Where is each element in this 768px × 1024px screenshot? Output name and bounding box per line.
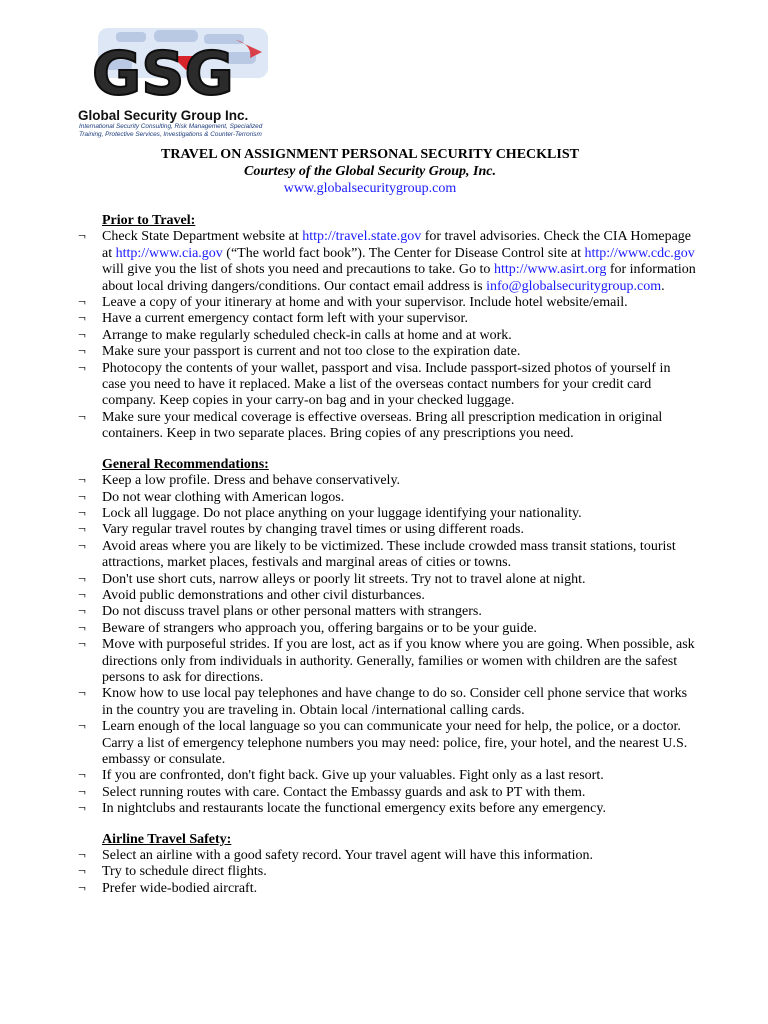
- text-segment: for travel advisories. Check the CIA Homepage at: [102, 229, 692, 261]
- list-item: [76, 473, 696, 489]
- checklist: [76, 848, 696, 897]
- list-item-text: Vary regular travel routes by changing travel times or using different roads.: [102, 522, 524, 538]
- text-segment: .: [661, 278, 665, 294]
- company-name: Global Security Group Inc.: [78, 108, 249, 123]
- list-item: [76, 572, 696, 588]
- bullet-icon: ¬: [78, 538, 86, 554]
- list-item: [76, 785, 696, 801]
- list-item: [76, 881, 696, 897]
- company-tagline: International Security Consulting, Risk Management, Specialized Training, Protective Services, Investigations & Counter-Terrorism: [79, 123, 263, 138]
- list-item: [76, 361, 696, 410]
- bullet-icon: ¬: [78, 327, 86, 343]
- link-cdc[interactable]: http://www.cdc.gov: [584, 245, 695, 261]
- bullet-icon: ¬: [78, 604, 86, 620]
- list-item-text: Do not discuss travel plans or other personal matters with strangers.: [102, 604, 482, 620]
- link-travel-state[interactable]: http://travel.state.gov: [302, 229, 422, 245]
- list-item: [76, 768, 696, 784]
- list-item: [76, 539, 696, 572]
- list-item-text: Do not wear clothing with American logos.: [102, 489, 345, 505]
- list-item: [76, 604, 696, 620]
- list-item-text: Make sure your passport is current and not too close to the expiration date.: [102, 344, 521, 360]
- website-link[interactable]: www.globalsecuritygroup.com: [283, 181, 457, 196]
- bullet-icon: ¬: [78, 344, 86, 360]
- gsg-logo-mark: [76, 26, 276, 108]
- bullet-icon: ¬: [78, 522, 86, 538]
- list-item: [76, 637, 696, 686]
- list-item-text: Select running routes with care. Contact the Embassy guards and ask to PT with them.: [102, 784, 586, 800]
- link-asirt[interactable]: http://www.asirt.org: [493, 262, 607, 278]
- bullet-icon: ¬: [78, 686, 86, 702]
- list-item-text: Try to schedule direct flights.: [102, 864, 267, 880]
- text-segment: (“The world fact book”). The Center for Disease Control site at: [222, 245, 585, 261]
- list-item: [76, 311, 696, 327]
- list-item-text: Have a current emergency contact form left with your supervisor.: [102, 311, 468, 327]
- list-item-text: Photocopy the contents of your wallet, passport and visa. Include passport-sized photos of yourself in case you need to have it replaced. Make a list of the overseas contact numbers for your credit card company. Keep copies in your carry-on bag and in your checked luggage.: [102, 360, 671, 409]
- section-airline-travel-safety: [76, 832, 696, 898]
- bullet-icon: ¬: [78, 409, 86, 425]
- list-item-text: Know how to use local pay telephones and have change to do so. Consider cell phone service that works in the country you are traveling in. Obtain local /international calling cards.: [102, 686, 688, 718]
- document-title: TRAVEL ON ASSIGNMENT PERSONAL SECURITY CHECKLIST: [161, 147, 579, 162]
- list-item: [76, 344, 696, 360]
- list-item-text: Avoid public demonstrations and other civil disturbances.: [102, 587, 425, 603]
- bullet-icon: ¬: [78, 719, 86, 735]
- list-item: [76, 295, 696, 311]
- list-item: [76, 522, 696, 538]
- list-item: [76, 848, 696, 864]
- list-item-text: Avoid areas where you are likely to be victimized. These include crowded mass transit stations, tourist attractions, market places, festivals and marginal areas of cities or towns.: [102, 538, 676, 571]
- list-item: [76, 801, 696, 817]
- list-item-text: Prefer wide-bodied aircraft.: [102, 880, 258, 896]
- list-item-text: Keep a low profile. Dress and behave conservatively.: [102, 473, 401, 489]
- list-item-text: Make sure your medical coverage is effective overseas. Bring all prescription medication in original containers. Keep in two separate places. Bring copies of any prescriptions you need.: [102, 409, 663, 442]
- list-item: [76, 621, 696, 637]
- section-prior-to-travel: [76, 213, 696, 443]
- list-item-text: If you are confronted, don't fight back. Give up your valuables. Fight only as a last resort.: [102, 768, 604, 784]
- bullet-icon: ¬: [78, 571, 86, 587]
- list-item-text: Beware of strangers who approach you, offering bargains or to be your guide.: [102, 620, 537, 636]
- list-item: [76, 410, 696, 443]
- list-item: [76, 588, 696, 604]
- section-title: Prior to Travel:: [102, 213, 196, 228]
- list-item-text: Leave a copy of your itinerary at home and with your supervisor. Include hotel website/email.: [102, 295, 628, 311]
- list-item: [76, 328, 696, 344]
- section-title: General Recommendations:: [102, 456, 269, 472]
- link-cia[interactable]: http://www.cia.gov: [115, 245, 223, 261]
- list-item-text: Learn enough of the local language so you can communicate your need for help, the police, or a doctor. Carry a list of emergency telephone numbers you may need: police, fire, your hotel, and the nearest U.S. embassy or consulate.: [102, 719, 688, 767]
- link-contact-email[interactable]: info@globalsecuritygroup.com: [486, 278, 662, 294]
- bullet-icon: ¬: [78, 637, 86, 653]
- bullet-icon: ¬: [78, 801, 86, 817]
- list-item-text: Select an airline with a good safety record. Your travel agent will have this information.: [102, 848, 594, 864]
- list-item: [76, 229, 696, 295]
- logo-mark-text: GSG: [92, 39, 234, 108]
- document-subtitle: Courtesy of the Global Security Group, Inc.: [243, 164, 496, 179]
- list-item: [76, 490, 696, 506]
- list-item-text: In nightclubs and restaurants locate the functional emergency exits before any emergency.: [102, 801, 606, 817]
- text-segment: for information about local driving dangers/conditions. Our contact email address is: [102, 262, 696, 294]
- list-item-text: Lock all luggage. Do not place anything on your luggage identifying your nationality.: [102, 505, 582, 521]
- company-logo: [76, 26, 276, 144]
- bullet-icon: ¬: [78, 489, 86, 505]
- list-item-text: Move with purposeful strides. If you are lost, act as if you know where you are going. When possible, ask directions only from individuals in authority. Generally, families or women with children are the safest persons to ask for directions.: [102, 637, 695, 685]
- checklist-body: [76, 213, 696, 911]
- bullet-icon: ¬: [78, 880, 86, 896]
- bullet-icon: ¬: [78, 848, 86, 864]
- bullet-icon: ¬: [78, 473, 86, 489]
- list-item: [76, 506, 696, 522]
- list-item-text: Don't use short cuts, narrow alleys or poorly lit streets. Try not to travel alone at night.: [102, 571, 586, 587]
- list-item: [76, 686, 696, 719]
- bullet-icon: ¬: [78, 229, 86, 245]
- section-general-recommendations: [76, 457, 696, 818]
- list-item: [76, 864, 696, 880]
- list-item: [76, 719, 696, 768]
- bullet-icon: ¬: [78, 784, 86, 800]
- section-title: Airline Travel Safety:: [102, 831, 232, 847]
- bullet-icon: ¬: [78, 295, 86, 311]
- checklist: [76, 229, 696, 442]
- text-segment: Check State Department website at: [102, 229, 303, 245]
- list-item-text: Arrange to make regularly scheduled check-in calls at home and at work.: [102, 327, 512, 343]
- checklist: [76, 473, 696, 818]
- document-header: [0, 146, 740, 197]
- bullet-icon: ¬: [78, 360, 86, 376]
- bullet-icon: ¬: [78, 505, 86, 521]
- text-segment: will give you the list of shots you need and precautions to take. Go to: [102, 262, 494, 278]
- bullet-icon: ¬: [78, 587, 86, 603]
- bullet-icon: ¬: [78, 768, 86, 784]
- bullet-icon: ¬: [78, 620, 86, 636]
- bullet-icon: ¬: [78, 864, 86, 880]
- bullet-icon: ¬: [78, 311, 86, 327]
